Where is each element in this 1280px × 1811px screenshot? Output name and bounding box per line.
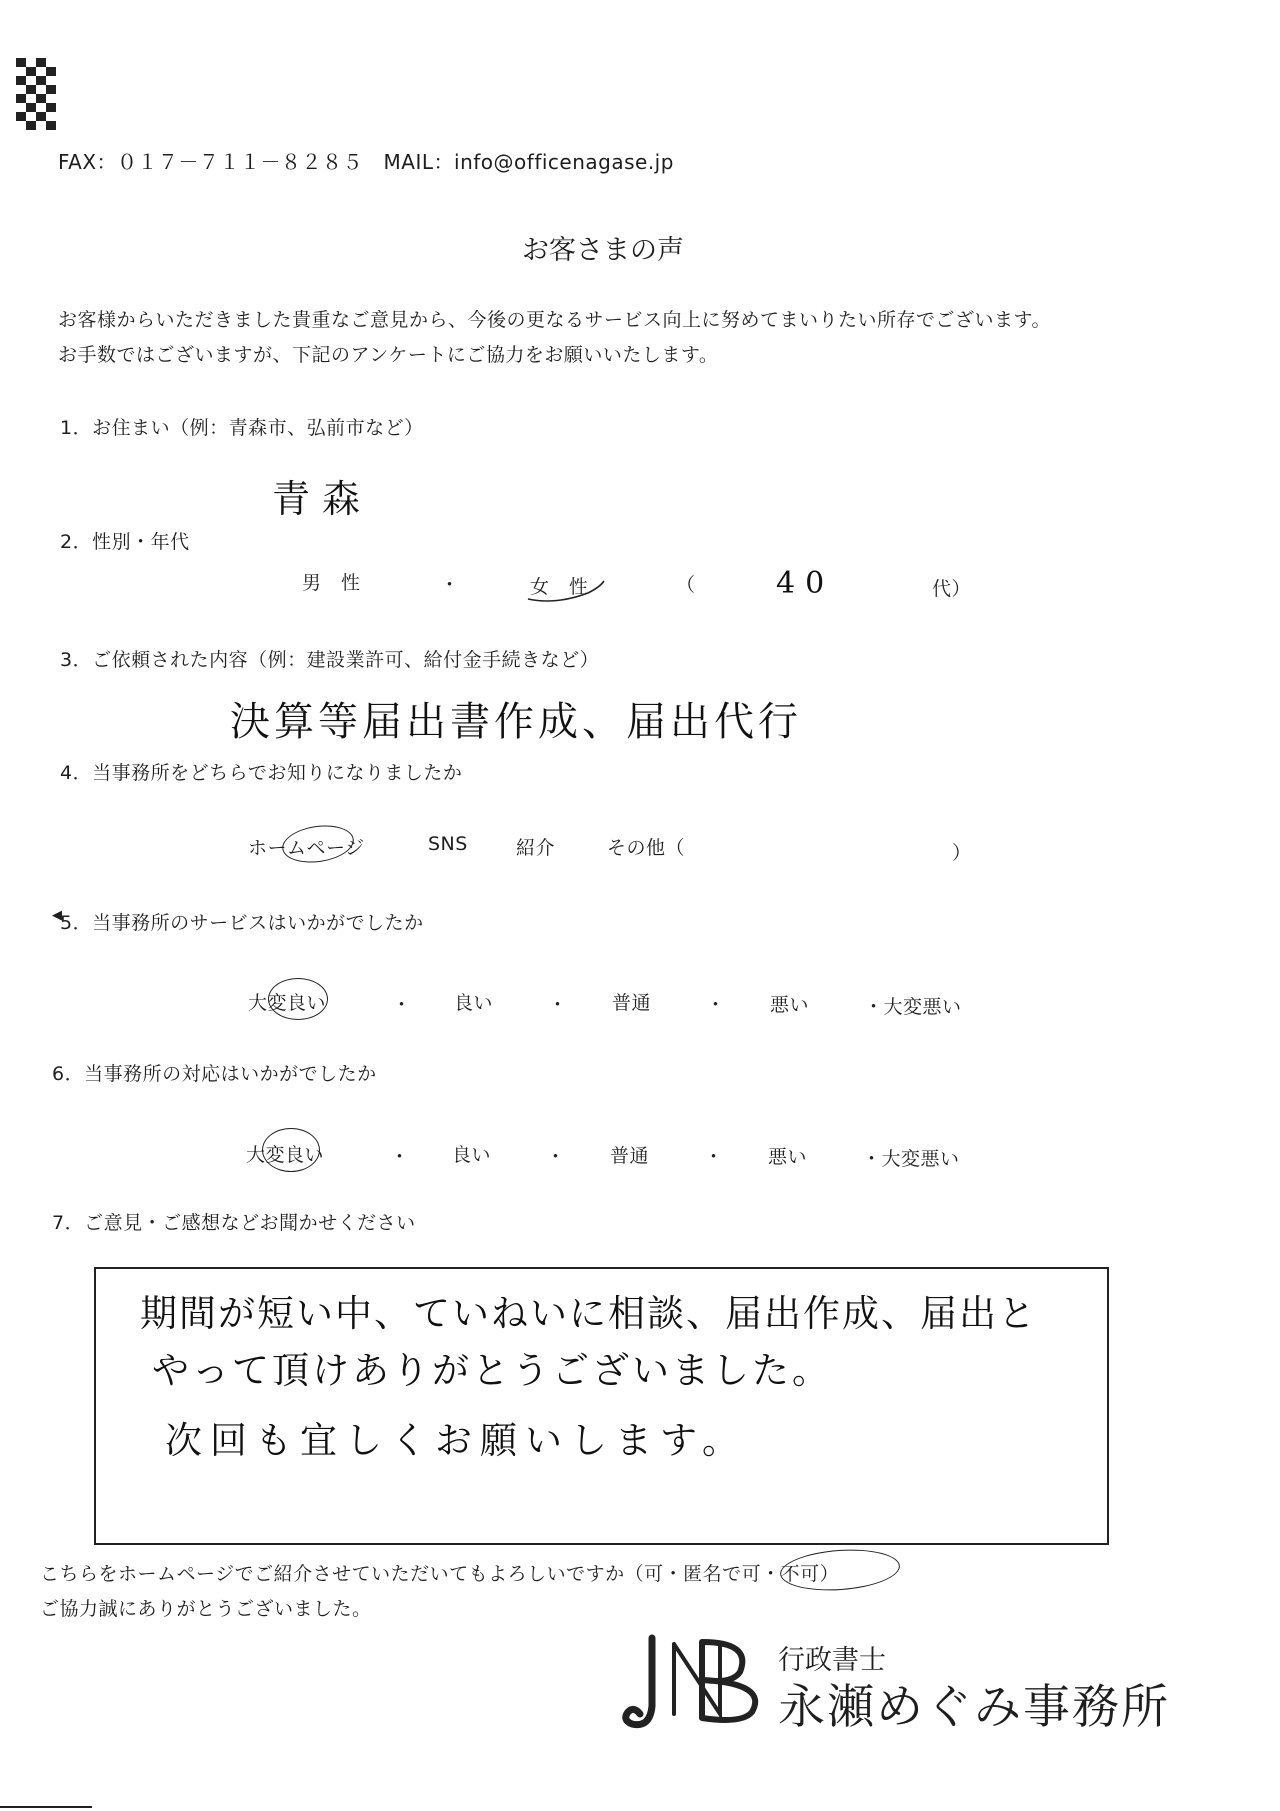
option-other-close: ） bbox=[952, 842, 972, 864]
q6-option-very-bad: ・大変悪い bbox=[862, 1148, 960, 1170]
intro-line-1: お客様からいただきました貴重なご意見から、今後の更なるサービス向上に努めてまいりたい所存でございます。 bbox=[58, 309, 1051, 331]
question-3-label: 3．ご依頼された内容（例：建設業許可、給付金手続きなど） bbox=[60, 649, 600, 671]
page-title: お客さまの声 bbox=[522, 235, 684, 266]
question-1-label: 1．お住まい（例：青森市、弘前市など） bbox=[60, 417, 424, 439]
question-2-label: 2．性別・年代 bbox=[60, 531, 190, 553]
option-other: その他（ bbox=[607, 837, 686, 859]
age-suffix: 代） bbox=[932, 578, 972, 600]
selection-mark-female bbox=[526, 577, 606, 603]
q5-option-bad: 悪い bbox=[770, 994, 810, 1016]
q5-option-good: 良い bbox=[454, 992, 494, 1014]
question-1-answer: 青森 bbox=[272, 477, 373, 521]
q5-option-very-good: 大変良い bbox=[248, 992, 327, 1014]
separator-dot: ・ bbox=[706, 994, 726, 1016]
separator-dot: ・ bbox=[390, 1146, 410, 1168]
question-4-label: 4．当事務所をどちらでお知りになりましたか bbox=[60, 762, 463, 784]
intro-line-2: お手数ではございますが、下記のアンケートにご協力をお願いいたします。 bbox=[58, 344, 719, 366]
q6-option-bad: 悪い bbox=[768, 1146, 808, 1168]
option-homepage: ホームページ bbox=[248, 837, 365, 859]
separator-dot: ・ bbox=[392, 994, 412, 1016]
q5-option-average: 普通 bbox=[612, 992, 652, 1014]
open-paren: （ bbox=[676, 574, 696, 596]
separator-dot: ・ bbox=[546, 1146, 566, 1168]
q6-option-good: 良い bbox=[452, 1144, 492, 1166]
separator-dot: ・ bbox=[440, 574, 460, 596]
question-7-label: 7．ご意見・ご感想などお聞かせください bbox=[52, 1212, 416, 1234]
question-3-answer: 決算等届出書作成、届出代行 bbox=[230, 699, 802, 745]
age-answer: 40 bbox=[776, 566, 835, 601]
question-5-label: 5．当事務所のサービスはいかがでしたか bbox=[60, 912, 424, 934]
office-name: 永瀬めぐみ事務所 bbox=[778, 1680, 1170, 1735]
thanks-text: ご協力誠にありがとうございました。 bbox=[40, 1598, 372, 1620]
left-arrow-icon: ◀ bbox=[52, 908, 63, 923]
bottom-divider bbox=[0, 1806, 92, 1808]
selection-circle-q5-very-good bbox=[268, 978, 328, 1020]
q5-option-very-bad: ・大変悪い bbox=[864, 996, 962, 1018]
question-6-label: 6．当事務所の対応はいかがでしたか bbox=[52, 1063, 377, 1085]
option-female: 女 性 bbox=[530, 576, 589, 598]
q6-option-average: 普通 bbox=[610, 1145, 650, 1167]
selection-circle-q6-very-good bbox=[262, 1128, 320, 1172]
option-sns: SNS bbox=[428, 833, 468, 855]
option-referral: 紹介 bbox=[516, 837, 556, 859]
permission-question: こちらをホームページでご紹介させていただいてもよろしいですか（可・匿名で可・不可） bbox=[40, 1563, 840, 1585]
comment-line-1: 期間が短い中、ていねいに相談、届出作成、届出と bbox=[140, 1292, 1037, 1335]
comment-line-3: 次回も宜しくお願いします。 bbox=[165, 1419, 748, 1462]
separator-dot: ・ bbox=[548, 994, 568, 1016]
comment-line-2: やって頂けありがとうございました。 bbox=[152, 1349, 832, 1392]
office-logo-icon bbox=[622, 1632, 774, 1734]
q6-option-very-good: 大変良い bbox=[246, 1144, 325, 1166]
option-male: 男 性 bbox=[302, 572, 361, 594]
separator-dot: ・ bbox=[704, 1146, 724, 1168]
contact-info: FAX：０１７－７１１－８２８５ MAIL：info@officenagase.jp bbox=[58, 150, 674, 174]
selection-circle-anonymous bbox=[779, 1546, 901, 1594]
checker-pattern-icon bbox=[16, 58, 56, 130]
office-subtitle: 行政書士 bbox=[778, 1645, 886, 1676]
